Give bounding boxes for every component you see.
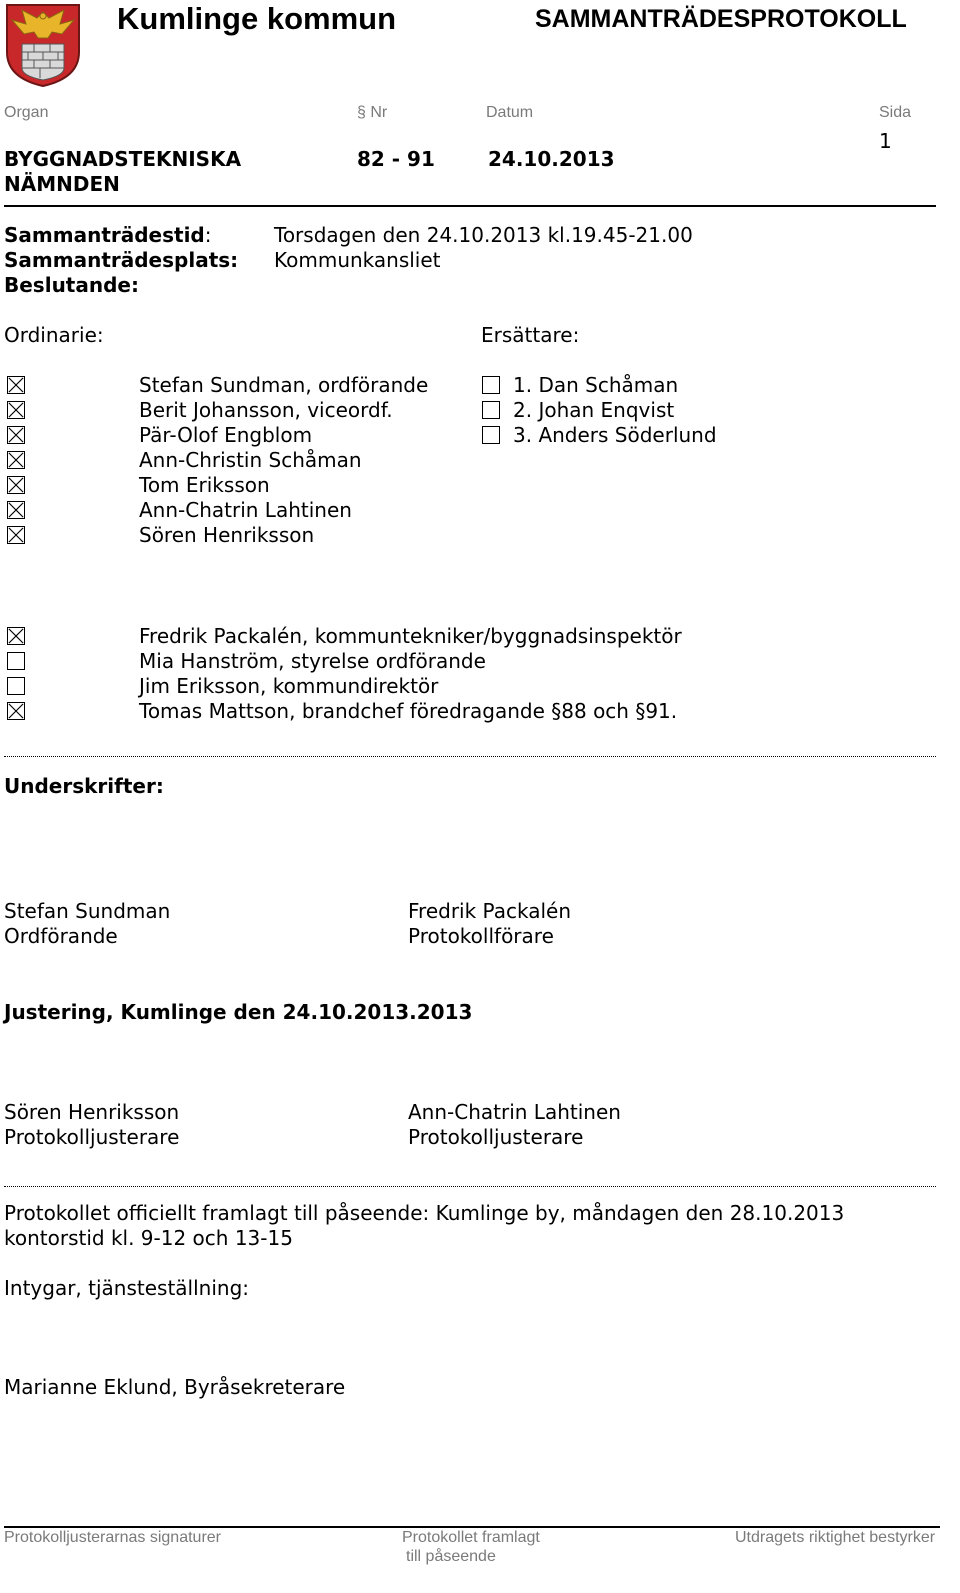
checkbox[interactable] xyxy=(7,702,25,720)
deciding-label: Beslutande: xyxy=(4,273,139,297)
intyg-name: Marianne Eklund, Byråsekreterare xyxy=(4,1375,346,1399)
checkbox[interactable] xyxy=(7,652,25,670)
check-cross-icon xyxy=(8,377,24,393)
check-cross-icon xyxy=(8,452,24,468)
checkbox[interactable] xyxy=(7,476,25,494)
signatures-heading: Underskrifter: xyxy=(4,774,164,798)
ordinarie-name: Sören Henriksson xyxy=(139,523,315,547)
checkbox[interactable] xyxy=(7,401,25,419)
justering-left-role: Protokolljusterare xyxy=(4,1125,180,1149)
ordinarie-name: Pär-Olof Engblom xyxy=(139,423,313,447)
check-cross-icon xyxy=(8,527,24,543)
ordinarie-name: Ann-Christin Schåman xyxy=(139,448,362,472)
footer-divider xyxy=(4,1526,940,1528)
organ-label: Organ xyxy=(4,104,49,121)
justering-left-name: Sören Henriksson xyxy=(4,1100,180,1124)
meeting-place-value: Kommunkansliet xyxy=(274,248,441,272)
nr-label: § Nr xyxy=(357,104,388,121)
nr-value: 82 - 91 xyxy=(357,147,435,171)
datum-label: Datum xyxy=(486,104,534,121)
header-divider xyxy=(4,205,936,207)
organ-value-line2: NÄMNDEN xyxy=(4,172,120,196)
check-cross-icon xyxy=(8,502,24,518)
footer-middle-line1: Protokollet framlagt xyxy=(402,1529,540,1546)
checkbox[interactable] xyxy=(482,376,500,394)
sida-value: 1 xyxy=(879,129,892,153)
ordinarie-label: Ordinarie: xyxy=(4,323,104,347)
ordinarie-name: Ann-Chatrin Lahtinen xyxy=(139,498,352,522)
checkbox[interactable] xyxy=(7,426,25,444)
footer-middle-line2: till påseende xyxy=(406,1548,496,1565)
checkbox[interactable] xyxy=(7,526,25,544)
others-name: Fredrik Packalén, kommuntekniker/byggnadsinspektör xyxy=(139,624,682,648)
checkbox[interactable] xyxy=(7,501,25,519)
document-type: SAMMANTRÄDESPROTOKOLL xyxy=(535,5,907,33)
ersattare-name: 3. Anders Söderlund xyxy=(513,423,717,447)
signature-right-name: Fredrik Packalén xyxy=(408,899,571,923)
ersattare-name: 1. Dan Schåman xyxy=(513,373,679,397)
signature-right-role: Protokollförare xyxy=(408,924,554,948)
checkbox[interactable] xyxy=(7,376,25,394)
checkbox[interactable] xyxy=(482,401,500,419)
check-cross-icon xyxy=(8,628,24,644)
others-name: Mia Hanström, styrelse ordförande xyxy=(139,649,486,673)
justering-right-role: Protokolljusterare xyxy=(408,1125,584,1149)
intyg-label: Intygar, tjänsteställning: xyxy=(4,1276,250,1300)
footer-right: Utdragets riktighet bestyrker xyxy=(735,1529,936,1546)
check-cross-icon xyxy=(8,402,24,418)
signature-left-name: Stefan Sundman xyxy=(4,899,171,923)
meeting-place-label: Sammanträdesplats: xyxy=(4,248,239,272)
meeting-time-value: Torsdagen den 24.10.2013 kl.19.45-21.00 xyxy=(274,223,693,247)
signature-left-role: Ordförande xyxy=(4,924,118,948)
datum-value: 24.10.2013 xyxy=(488,147,615,171)
check-cross-icon xyxy=(8,703,24,719)
ersattare-name: 2. Johan Enqvist xyxy=(513,398,675,422)
checkbox[interactable] xyxy=(482,426,500,444)
dotted-divider xyxy=(4,756,936,757)
coat-of-arms-logo xyxy=(4,2,82,88)
check-cross-icon xyxy=(8,477,24,493)
ordinarie-name: Stefan Sundman, ordförande xyxy=(139,373,429,397)
justering-heading: Justering, Kumlinge den 24.10.2013.2013 xyxy=(4,1000,473,1024)
footer-left: Protokolljusterarnas signaturer xyxy=(4,1529,221,1546)
ordinarie-name: Tom Eriksson xyxy=(139,473,270,497)
publication-line2: kontorstid kl. 9-12 och 13-15 xyxy=(4,1226,293,1250)
sida-label: Sida xyxy=(879,104,912,121)
others-name: Tomas Mattson, brandchef föredragande §88 och §91. xyxy=(139,699,678,723)
check-cross-icon xyxy=(8,427,24,443)
ordinarie-name: Berit Johansson, viceordf. xyxy=(139,398,393,422)
meeting-time-label: Sammanträdestid: xyxy=(4,223,212,247)
checkbox[interactable] xyxy=(7,677,25,695)
dotted-divider xyxy=(4,1186,936,1187)
organ-value-line1: BYGGNADSTEKNISKA xyxy=(4,147,242,171)
checkbox[interactable] xyxy=(7,627,25,645)
checkbox[interactable] xyxy=(7,451,25,469)
org-name: Kumlinge kommun xyxy=(117,1,397,36)
publication-line1: Protokollet officiellt framlagt till påseende: Kumlinge by, måndagen den 28.10.2013 xyxy=(4,1201,845,1225)
ersattare-label: Ersättare: xyxy=(481,323,580,347)
justering-right-name: Ann-Chatrin Lahtinen xyxy=(408,1100,621,1124)
others-name: Jim Eriksson, kommundirektör xyxy=(139,674,439,698)
